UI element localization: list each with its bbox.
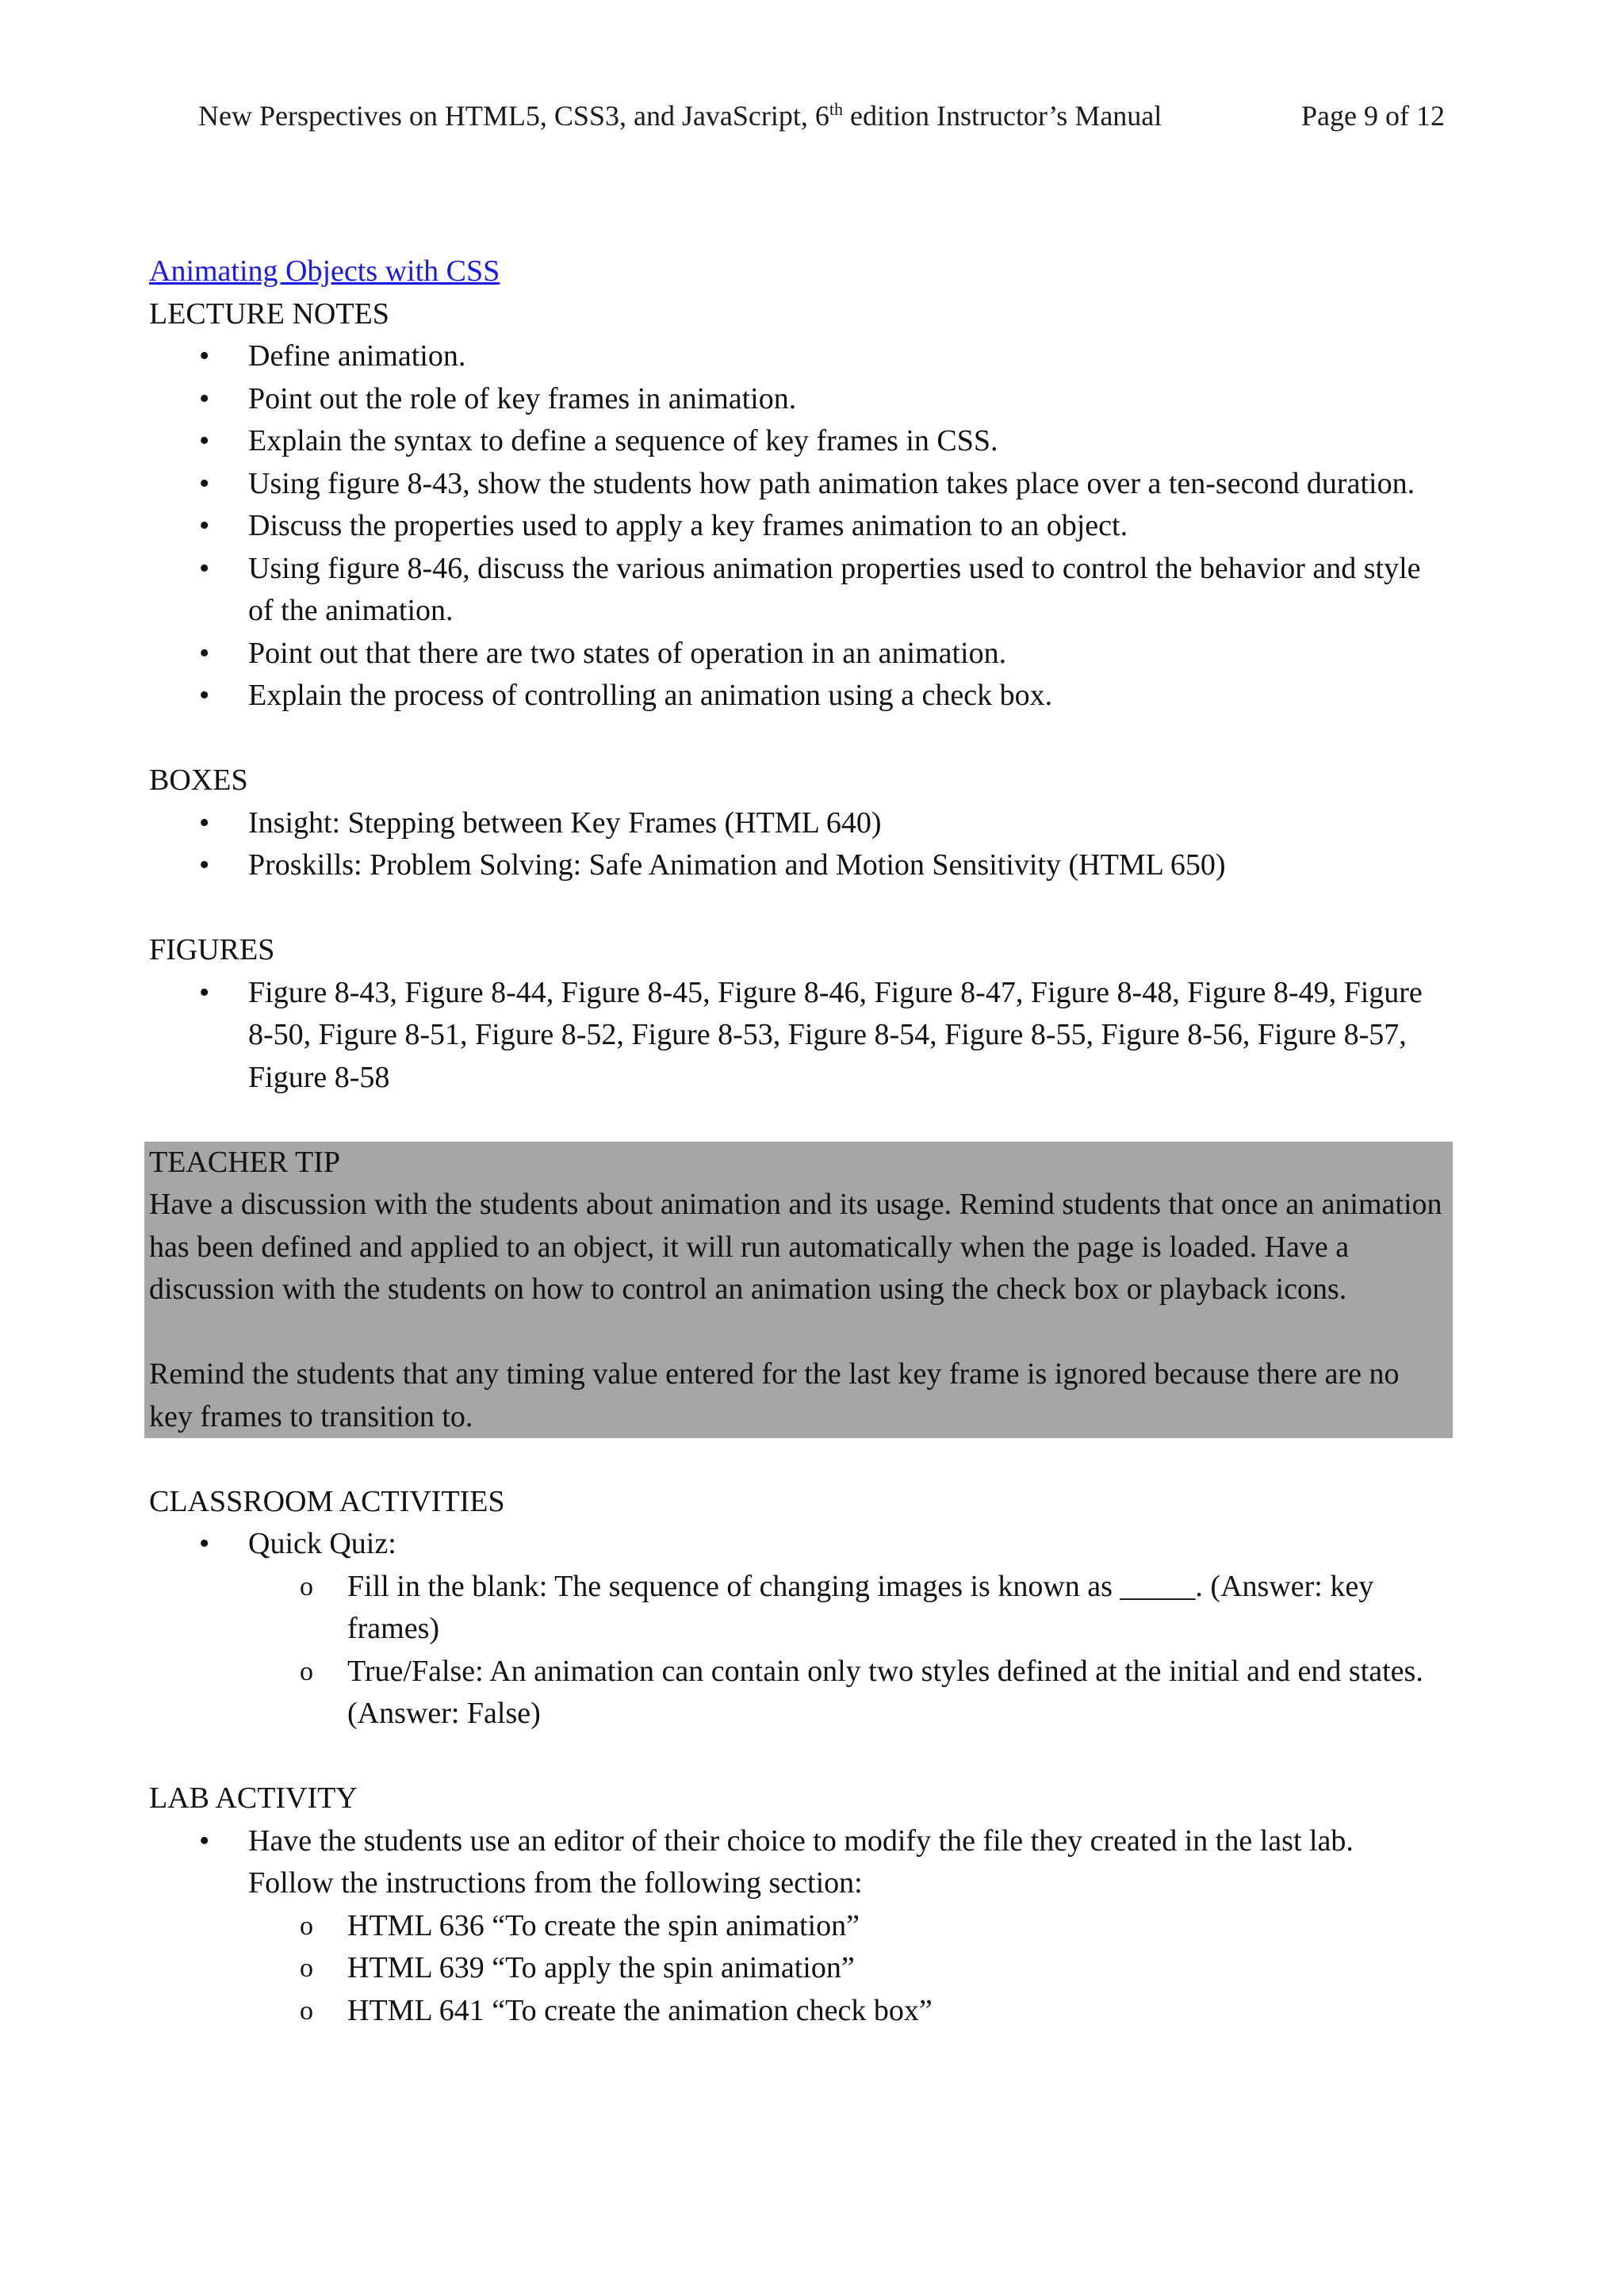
lab-activity-intro: Have the students use an editor of their choice to modify the file they created in the last lab. Follow the instructions from the following section: [248,1823,1354,1900]
list-item: • Point out that there are two states of operation in an animation. [248,633,1446,675]
lecture-notes-label: LECTURE NOTES [149,297,389,331]
figures-label: FIGURES [149,933,275,966]
figures-list [149,972,1446,1100]
teacher-tip-paragraph-1: Have a discussion with the students about animation and its usage. Remind students that once an animation has been defined and applied to an object, it will run automatically when the page is loaded. Have a discussion with the students on how to control an animation using the check box or playback icons. [149,1188,1442,1306]
document-title [198,97,1162,135]
header-title-text: New Perspectives on HTML5, CSS3, and JavaScript, 6 [198,100,829,132]
boxes-list [149,802,1446,887]
quick-quiz-label: Quick Quiz: [248,1527,396,1560]
page-number: Page 9 of 12 [1301,100,1445,132]
list-item [248,1820,1446,2033]
section-title[interactable] [149,251,1446,293]
list-item [248,1523,1446,1735]
list-item: • Point out the role of key frames in animation. [248,378,1446,421]
teacher-tip-paragraph-2: Remind the students that any timing value entered for the last key frame is ignored because there are no key frames to transition to. [149,1357,1400,1433]
quiz-item: o Fill in the blank: The sequence of changing images is known as _____. (Answer: key frames) [347,1566,1446,1651]
header-title-suffix: edition Instructor’s Manual [843,100,1162,132]
quick-quiz-list [248,1566,1446,1735]
spacer [149,1099,1446,1142]
list-item: • Insight: Stepping between Key Frames (HTML 640) [248,802,1446,845]
list-item: • Proskills: Problem Solving: Safe Animation and Motion Sensitivity (HTML 650) [248,844,1446,887]
spacer [149,1311,1446,1354]
lab-step: o HTML 636 “To create the spin animation” [347,1905,1446,1948]
header-title-superscript: th [829,99,844,119]
boxes-label: BOXES [149,763,248,797]
lab-step: o HTML 641 “To create the animation check box” [347,1990,1446,2033]
spacer [149,1438,1446,1481]
teacher-tip-label: TEACHER TIP [149,1145,341,1179]
document-body [149,251,1446,2032]
quiz-item: o True/False: An animation can contain only two styles defined at the initial and end states. (Answer: False) [347,1651,1446,1735]
classroom-activities-list [149,1523,1446,1735]
list-item: • Explain the syntax to define a sequence of key frames in CSS. [248,420,1446,463]
spacer [149,718,1446,760]
section-title-link[interactable]: Animating Objects with CSS [149,254,500,288]
spacer [149,1735,1446,1778]
list-item: • Explain the process of controlling an animation using a check box. [248,675,1446,718]
lab-steps-list [248,1905,1446,2033]
list-item: • Define animation. [248,335,1446,378]
list-item: • Using figure 8-43, show the students how path animation takes place over a ten-second duration. [248,463,1446,506]
spacer [149,887,1446,930]
teacher-tip-box [144,1142,1453,1439]
classroom-activities-label: CLASSROOM ACTIVITIES [149,1484,505,1518]
list-item: • Using figure 8-46, discuss the various animation properties used to control the behavior and style of the animation. [248,548,1446,633]
lab-activity-label: LAB ACTIVITY [149,1781,358,1815]
lab-step: o HTML 639 “To apply the spin animation” [347,1947,1446,1990]
list-item: • Discuss the properties used to apply a key frames animation to an object. [248,505,1446,548]
lab-activity-list [149,1820,1446,2033]
lecture-notes-list [149,335,1446,718]
list-item: • Figure 8-43, Figure 8-44, Figure 8-45, Figure 8-46, Figure 8-47, Figure 8-48, Figure 8-49, Figure 8-50, Figure 8-51, Figure 8-52, Figure 8-53, Figure 8-54, Figure 8-55, Figure 8-56, Figure 8-57, Figure 8-58 [248,972,1446,1100]
